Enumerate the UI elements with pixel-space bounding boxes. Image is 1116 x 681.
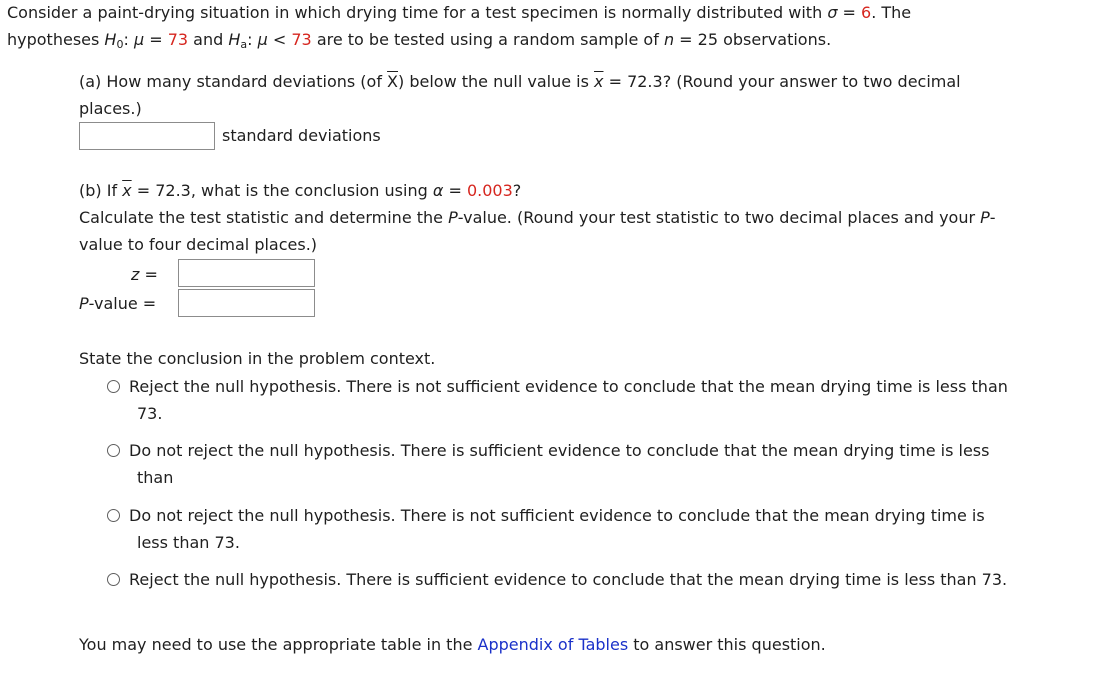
p-value-input[interactable]: [178, 289, 315, 317]
sigma-value: 6: [861, 3, 872, 22]
option-text-line-2: 73.: [137, 404, 163, 423]
radio-button[interactable]: [107, 573, 120, 586]
sigma-symbol: σ: [827, 3, 838, 22]
alt-value: 73: [291, 30, 312, 49]
option-text-line-2: less than 73.: [137, 533, 240, 552]
intro-line-1: Consider a paint-drying situation in which drying time for a test specimen is normally distributed with σ = 6. The: [7, 3, 912, 22]
part-a-question-line-1: (a) How many standard deviations (of $\overline{X}$) below the null value is $\overline{x} = 72.3$? (Round your answer to two decimal: [79, 72, 961, 91]
option-text-line-1: Reject the null hypothesis. There is sufficient evidence to conclude that the mean drying time is less than 73.: [129, 570, 1008, 589]
option-text-line-2: than: [137, 468, 174, 487]
part-b-question-line-1: (b) If $\overline{x} = 72.3$, what is the conclusion using α = 0.003?: [79, 181, 522, 200]
footer-note: You may need to use the appropriate table in the Appendix of Tables to answer this question.: [79, 635, 826, 654]
radio-button[interactable]: [107, 509, 120, 522]
intro-line-2: hypotheses $H_0$: μ = 73 and $H_a$: μ < 73 are to be tested using a random sample of n = 25 observations.: [7, 30, 832, 51]
radio-button[interactable]: [107, 444, 120, 457]
std-devs-unit-label: standard deviations: [222, 126, 381, 145]
option-text-line-1: Do not reject the null hypothesis. There is sufficient evidence to conclude that the mean drying time is less: [129, 441, 990, 460]
option-text-line-1: Do not reject the null hypothesis. There is not sufficient evidence to conclude that the mean drying time is: [129, 506, 985, 525]
z-label: z =: [131, 265, 158, 284]
appendix-of-tables-link[interactable]: Appendix of Tables: [477, 635, 629, 654]
std-devs-input[interactable]: [79, 122, 215, 150]
null-value: 73: [167, 30, 189, 49]
part-b-instruction-line-1: Calculate the test statistic and determine the P-value. (Round your test statistic to two decimal places and your P-: [79, 208, 996, 227]
radio-button[interactable]: [107, 380, 120, 393]
part-b-instruction-line-2: value to four decimal places.): [79, 235, 318, 254]
p-value-label: P-value =: [79, 294, 157, 313]
alpha-value: 0.003: [466, 181, 513, 200]
conclusion-prompt: State the conclusion in the problem context.: [79, 349, 436, 368]
option-text-line-1: Reject the null hypothesis. There is not sufficient evidence to conclude that the mean drying time is less than: [129, 377, 1008, 396]
z-statistic-input[interactable]: [178, 259, 315, 287]
part-a-question-line-2: places.): [79, 99, 142, 118]
